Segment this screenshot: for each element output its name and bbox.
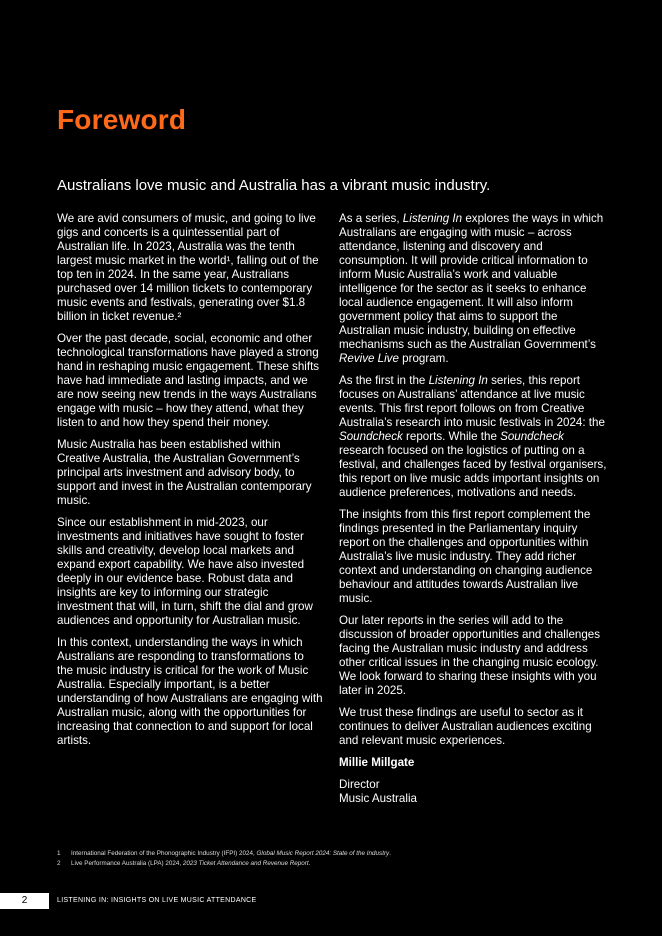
paragraph: Our later reports in the series will add to the discussion of broader opportunities and challenges facing the Australian music industry and address other critical issues in the changing music ecology. We look forward to sharing these insights with you later in 2025. (339, 614, 601, 697)
paragraph-first-report: As the first in the Listening In series, this report focuses on Australians’ attendance at live music events. This first report follows on from Creative Australia’s research into music festivals in 2024: the Soundcheck reports. While the Soundcheck research focused on the logistics of putting on a festival, and challenges faced by festival organisers, this report on live music adds important insights on audience preferences, motivations and needs. (339, 374, 607, 499)
page-title: Foreword (57, 104, 187, 135)
signature-name: Millie Millgate (339, 756, 415, 769)
lead-heading: Australians love music and Australia has a vibrant music industry. (57, 177, 491, 194)
paragraph: The insights from this first report complement the findings presented in the Parliamentary inquiry report on the challenges and opportunities within Australia’s live music industry. They add richer context and understanding on changing audience behaviour and attitudes towards Australian live music. (339, 508, 593, 605)
left-column (57, 212, 323, 756)
signature-role: Director (339, 778, 380, 791)
paragraph: Since our establishment in mid-2023, our investments and initiatives have sought to foster skills and creativity, develop local markets and expand export capability. We have also invested deeply in our evidence base. Robust data and insights are key to informing our strategic investment that will, in turn, shift the dial and grow audiences and opportunity for Australian music. (57, 516, 313, 627)
paragraph: Music Australia has been established within Creative Australia, the Australian Government’s principal arts investment and advisory body, to support and invest in the Australian contemporary music. (57, 438, 312, 507)
paragraph: We trust these findings are useful to sector as it continues to deliver Australian audiences exciting and relevant music experiences. (339, 706, 592, 747)
page-number: 2 (0, 893, 49, 909)
running-title: LISTENING IN: INSIGHTS ON LIVE MUSIC ATTENDANCE (57, 897, 257, 904)
paragraph-series: As a series, Listening In explores the ways in which Australians are engaging with music – across attendance, listening and discovery and consumption. It will provide critical information to inform Music Australia’s work and valuable intelligence for the sector as it seeks to enhance local audience engagement. It will also inform government policy that aims to support the Australian music industry, building on effective mechanisms such as the Australian Government’s Revive Live program. (339, 212, 604, 365)
footnote: 2 Live Performance Australia (LPA) 2024, 2023 Ticket Attendance and Revenue Report. (57, 860, 311, 867)
footnote: 1 International Federation of the Phonographic Industry (IFPI) 2024, Global Music Report 2024: State of the Industry. (57, 850, 391, 857)
signature-org: Music Australia (339, 792, 417, 805)
footnotes (57, 849, 391, 869)
paragraph: Over the past decade, social, economic and other technological transformations have played a strong hand in reshaping music engagement. These shifts have had immediate and lasting impacts, and we are now seeing new trends in the ways Australians engage with music – how they attend, what they listen to and how they spend their money. (57, 332, 320, 429)
right-column (339, 212, 607, 806)
paragraph: In this context, understanding the ways in which Australians are responding to transformations to the music industry is critical for the work of Music Australia. Especially important, is a better understanding of how Australians are engaging with Australian music, along with the opportunities for increasing that connection to and support for local artists. (57, 636, 323, 747)
signature-title (339, 778, 607, 806)
paragraph: We are avid consumers of music, and going to live gigs and concerts is a quintessential part of Australian life. In 2023, Australia was the tenth largest music market in the world¹, falling out of the top ten in 2024. In the same year, Australians purchased over 14 million tickets to contemporary music events and festivals, generating over $1.8 billion in ticket revenue.² (57, 212, 319, 323)
